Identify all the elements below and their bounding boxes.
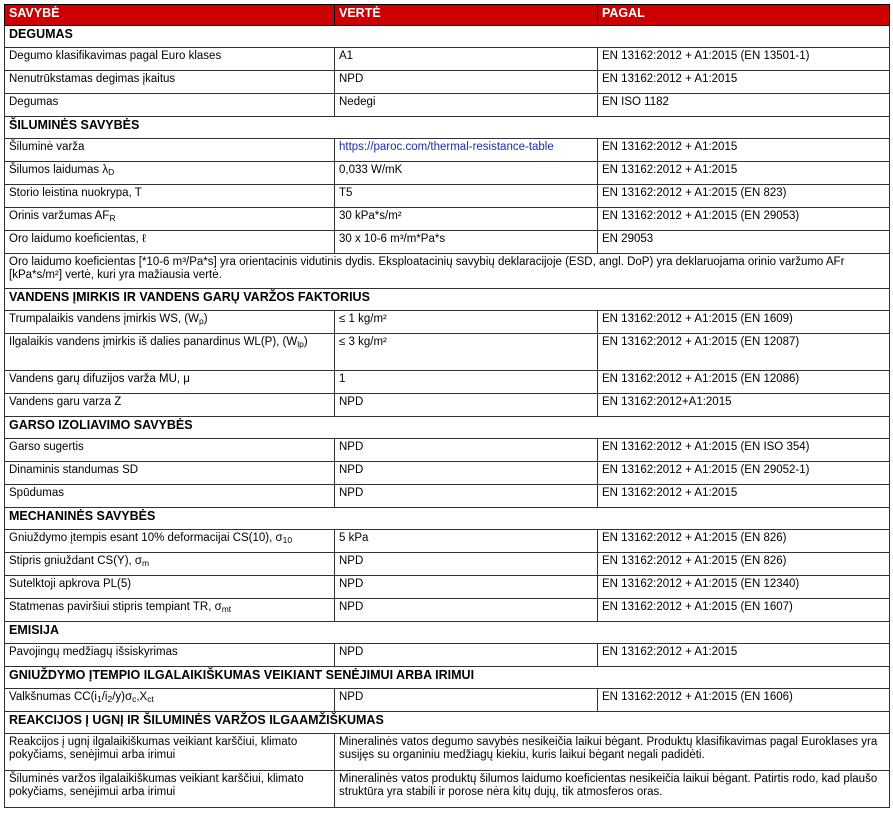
property-text: Stipris gniuždant CS(Y), σ — [9, 555, 143, 567]
section-title: GARSO IZOLIAVIMO SAVYBĖS — [5, 417, 890, 439]
table-row — [5, 48, 890, 71]
value-cell: NPD — [335, 439, 598, 462]
property-cell — [5, 311, 335, 334]
table-row — [5, 644, 890, 667]
section-title: VANDENS ĮMIRKIS IR VANDENS GARŲ VARŽOS FAKTORIUS — [5, 289, 890, 311]
property-cell: Dinaminis standumas SD — [5, 462, 335, 485]
value-cell: Nedegi — [335, 94, 598, 117]
section-degumas — [5, 26, 890, 48]
value-cell: ≤ 1 kg/m² — [335, 311, 598, 334]
value-cell: A1 — [335, 48, 598, 71]
property-cell — [5, 599, 335, 622]
table-row — [5, 599, 890, 622]
property-subscript: mt — [221, 604, 232, 614]
table-row — [5, 162, 890, 185]
standard-cell: EN 13162:2012 + A1:2015 (EN 12087) — [598, 334, 890, 371]
standard-cell: EN 13162:2012 + A1:2015 — [598, 139, 890, 162]
description-cell: Mineralinės vatos degumo savybės nesikeičia laikui bėgant. Produktų klasifikavimas pagal Euroklases yra susijęs su organiniu medžiagų kiekiu, kuris laikui bėgant negali padidėti. — [335, 734, 890, 771]
table-row — [5, 439, 890, 462]
table-row — [5, 394, 890, 417]
standard-cell: EN 13162:2012 + A1:2015 (EN 1607) — [598, 599, 890, 622]
standard-cell: EN 13162:2012 + A1:2015 (EN 29053) — [598, 208, 890, 231]
property-cell: Oro laidumo koeficientas, ℓ — [5, 231, 335, 254]
section-title: DEGUMAS — [5, 26, 890, 48]
property-subscript: 2 — [107, 694, 113, 704]
standard-cell: EN 13162:2012 + A1:2015 (EN 29052-1) — [598, 462, 890, 485]
value-cell: NPD — [335, 462, 598, 485]
property-text: Šilumos laidumas λ — [9, 164, 109, 176]
section-title: GNIUŽDYMO ĮTEMPIO ILGALAIKIŠKUMAS VEIKIANT SENĖJIMUI ARBA IRIMUI — [5, 667, 890, 689]
description-cell: Mineralinės vatos produktų šilumos laidumo koeficientas nesikeičia laikui bėgant. Patirtis rodo, kad plaušo struktūra yra stabili ir porose nėra kitų dujų, tik atmosferos oras. — [335, 771, 890, 808]
property-subscript: c — [132, 694, 137, 704]
table-row — [5, 771, 890, 808]
property-cell — [5, 530, 335, 553]
thermal-resistance-link[interactable]: https://paroc.com/thermal-resistance-table — [339, 141, 554, 153]
property-subscript: D — [108, 167, 115, 177]
section-gniuzdymas — [5, 667, 890, 689]
property-cell: Nenutrūkstamas degimas įkaitus — [5, 71, 335, 94]
section-title: MECHANINĖS SAVYBĖS — [5, 508, 890, 530]
property-text: ,X — [136, 691, 148, 703]
standard-cell: EN 13162:2012 + A1:2015 — [598, 485, 890, 508]
standard-cell: EN 13162:2012 + A1:2015 — [598, 162, 890, 185]
value-cell: 0,033 W/mK — [335, 162, 598, 185]
standard-cell: EN 13162:2012 + A1:2015 (EN 826) — [598, 553, 890, 576]
property-text: Statmenas paviršiui stipris tempiant TR, σ — [9, 601, 222, 613]
property-cell: Vandens garu varza Z — [5, 394, 335, 417]
standard-cell: EN 13162:2012 + A1:2015 (EN 823) — [598, 185, 890, 208]
property-subscript: ct — [147, 694, 154, 704]
value-cell: ≤ 3 kg/m² — [335, 334, 598, 371]
value-cell: NPD — [335, 553, 598, 576]
standard-cell: EN 29053 — [598, 231, 890, 254]
note-row — [5, 254, 890, 289]
property-subscript: 10 — [282, 535, 293, 545]
value-cell: 30 kPa*s/m² — [335, 208, 598, 231]
table-row — [5, 311, 890, 334]
property-cell: Spūdumas — [5, 485, 335, 508]
property-cell: Garso sugertis — [5, 439, 335, 462]
standard-cell: EN 13162:2012 + A1:2015 (EN ISO 354) — [598, 439, 890, 462]
property-cell: Sutelktoji apkrova PL(5) — [5, 576, 335, 599]
standard-cell: EN 13162:2012 + A1:2015 — [598, 71, 890, 94]
property-cell: Šiluminės varžos ilgalaikiškumas veikiant karščiui, klimato pokyčiams, senėjimui arba irimui — [5, 771, 335, 808]
standard-cell: EN 13162:2012 + A1:2015 (EN 13501-1) — [598, 48, 890, 71]
property-cell — [5, 162, 335, 185]
properties-table-container — [4, 4, 889, 808]
standard-cell: EN 13162:2012 + A1:2015 (EN 826) — [598, 530, 890, 553]
value-cell: NPD — [335, 689, 598, 712]
table-row — [5, 334, 890, 371]
section-garsas — [5, 417, 890, 439]
property-cell — [5, 689, 335, 712]
table-header-row — [5, 5, 890, 26]
value-cell: NPD — [335, 599, 598, 622]
section-reakcija — [5, 712, 890, 734]
standard-cell: EN 13162:2012 + A1:2015 (EN 12086) — [598, 371, 890, 394]
section-siluma — [5, 117, 890, 139]
property-text: /i — [101, 691, 108, 703]
column-header-standard: PAGAL — [598, 5, 890, 26]
table-row — [5, 231, 890, 254]
property-cell: Storio leistina nuokrypa, T — [5, 185, 335, 208]
table-row — [5, 139, 890, 162]
value-cell: 5 kPa — [335, 530, 598, 553]
value-cell: NPD — [335, 394, 598, 417]
standard-cell: EN ISO 1182 — [598, 94, 890, 117]
property-text: Trumpalaikis vandens įmirkis WS, (W — [9, 313, 199, 325]
property-tail: ) — [303, 336, 308, 348]
value-cell: 1 — [335, 371, 598, 394]
value-cell: NPD — [335, 485, 598, 508]
table-row — [5, 371, 890, 394]
property-subscript: 1 — [96, 694, 102, 704]
property-cell: Pavojingų medžiagų išsiskyrimas — [5, 644, 335, 667]
property-cell — [5, 334, 335, 371]
value-cell — [335, 139, 598, 162]
property-cell: Degumas — [5, 94, 335, 117]
table-row — [5, 734, 890, 771]
section-title: ŠILUMINĖS SAVYBĖS — [5, 117, 890, 139]
property-cell: Vandens garų difuzijos varža MU, μ — [5, 371, 335, 394]
section-title: EMISIJA — [5, 622, 890, 644]
column-header-value: VERTĖ — [335, 5, 598, 26]
value-cell: NPD — [335, 71, 598, 94]
table-row — [5, 185, 890, 208]
table-row — [5, 689, 890, 712]
note-text: Oro laidumo koeficientas [*10-6 m³/Pa*s] yra orientacinis vidutinis dydis. Eksploatacinių savybių deklaracijoje (ESD, angl. DoP) yra deklaruojama orinio varžumo AFr [kPa*s/m²] vertė, kuri yra mažiausia vertė. — [5, 254, 890, 289]
standard-cell: EN 13162:2012 + A1:2015 — [598, 644, 890, 667]
property-text: Gniuždymo įtempis esant 10% deformacijai CS(10), σ — [9, 532, 283, 544]
table-row — [5, 208, 890, 231]
standard-cell: EN 13162:2012 + A1:2015 (EN 1606) — [598, 689, 890, 712]
value-cell: T5 — [335, 185, 598, 208]
property-subscript: m — [142, 558, 150, 568]
value-cell: NPD — [335, 576, 598, 599]
product-properties-table — [4, 4, 890, 808]
value-cell: 30 x 10-6 m³/m*Pa*s — [335, 231, 598, 254]
section-vanduo — [5, 289, 890, 311]
value-cell: NPD — [335, 644, 598, 667]
property-tail: ) — [203, 313, 208, 325]
property-subscript: lp — [297, 339, 304, 349]
table-row — [5, 576, 890, 599]
property-text: Ilgalaikis vandens įmirkis iš dalies panardinus WL(P), (W — [9, 336, 298, 348]
table-row — [5, 530, 890, 553]
section-emisija — [5, 622, 890, 644]
property-text: Valkšnumas CC(i — [9, 691, 97, 703]
table-row — [5, 462, 890, 485]
property-cell — [5, 208, 335, 231]
property-text: /y)σ — [112, 691, 133, 703]
table-row — [5, 553, 890, 576]
standard-cell: EN 13162:2012 + A1:2015 (EN 1609) — [598, 311, 890, 334]
standard-cell: EN 13162:2012+A1:2015 — [598, 394, 890, 417]
table-row — [5, 485, 890, 508]
standard-cell: EN 13162:2012 + A1:2015 (EN 12340) — [598, 576, 890, 599]
property-cell: Reakcijos į ugnį ilgalaikiškumas veikiant karščiui, klimato pokyčiams, senėjimui arba irimui — [5, 734, 335, 771]
property-cell: Degumo klasifikavimas pagal Euro klases — [5, 48, 335, 71]
column-header-property: SAVYBĖ — [5, 5, 335, 26]
table-row — [5, 94, 890, 117]
property-cell — [5, 553, 335, 576]
property-subscript: p — [199, 316, 204, 326]
property-text: Orinis varžumas AF — [9, 210, 110, 222]
property-subscript: R — [109, 213, 116, 223]
table-row — [5, 71, 890, 94]
property-cell: Šiluminė varža — [5, 139, 335, 162]
section-mechanines — [5, 508, 890, 530]
section-title: REAKCIJOS Į UGNĮ IR ŠILUMINĖS VARŽOS ILGAAMŽIŠKUMAS — [5, 712, 890, 734]
